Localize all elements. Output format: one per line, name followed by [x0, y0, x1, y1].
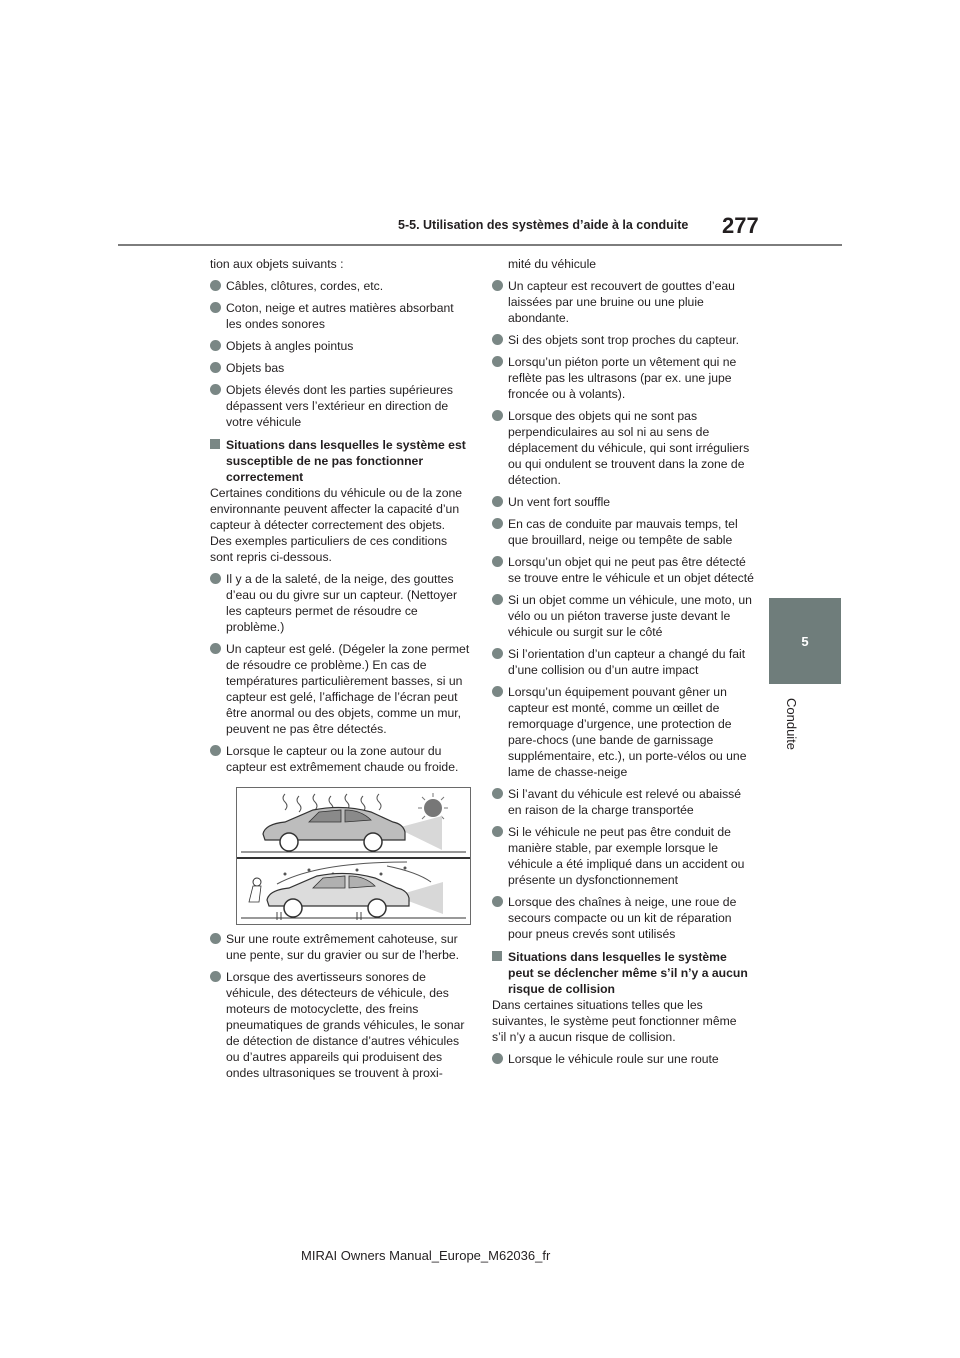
bullet-icon [210, 362, 221, 373]
bullet-icon [492, 648, 503, 659]
list-item-text: Un vent fort souffle [508, 495, 611, 509]
intro-text: tion aux objets suivants : [210, 257, 344, 271]
right-column [492, 256, 754, 1067]
list-item-text: Lorsque le capteur ou la zone autour du capteur est extrêmement chaude ou froide. [226, 744, 459, 774]
list-item-text: Objets à angles pointus [226, 339, 354, 353]
list-item-text: Lorsqu’un objet qui ne peut pas être détecté se trouve entre le véhicule et un objet détecté [508, 555, 754, 585]
chapter-number: 5 [801, 633, 809, 649]
section-title: 5-5. Utilisation des systèmes d’aide à la conduite [398, 218, 689, 232]
list-item [492, 786, 754, 818]
list-item [492, 1051, 754, 1067]
list-item-text: En cas de conduite par mauvais temps, tel que brouillard, neige ou tempête de sable [508, 517, 738, 547]
bullet-icon [492, 410, 503, 421]
list-item [492, 408, 754, 488]
list-item-text: Il y a de la saleté, de la neige, des gouttes d’eau ou du givre sur un capteur. (Nettoyer les capteurs permet de résoudre ce problème.) [226, 572, 458, 634]
bullet-icon [492, 594, 503, 605]
section-text: Dans certaines situations telles que les suivantes, le système peut fonctionner même s’il n’y a aucun risque de collision. [492, 998, 737, 1044]
list-item [492, 894, 754, 942]
bullet-icon [492, 518, 503, 529]
list-item [210, 382, 470, 430]
list-item-text: Coton, neige et autres matières absorbant les ondes sonores [226, 301, 454, 331]
bullet-icon [210, 745, 221, 756]
list-item [492, 824, 754, 888]
list-item-text: Lorsque le véhicule roule sur une route [508, 1052, 719, 1066]
chapter-label-text: Conduite [784, 698, 799, 751]
section-heading-text: Situations dans lesquelles le système est susceptible de ne pas fonctionner correctement [226, 438, 466, 484]
bullet-icon [492, 1053, 503, 1064]
list-item-text: Un capteur est gelé. (Dégeler la zone permet de résoudre ce problème.) En cas de températures particulièrement basses, si un capteur est gelé, l’affichage de l’écran peut être anormal ou des objets, comme un mur, peuvent ne pas être détectés. [226, 642, 470, 736]
list-item [492, 684, 754, 780]
list-item [210, 360, 470, 376]
list-item-text: Lorsque des objets qui ne sont pas perpendiculaires au sol ni au sens de déplacement du véhicule, qui sont irréguliers ou qui ondulent se trouvent dans la zone de détection. [508, 409, 750, 487]
list-item [210, 969, 470, 1081]
bullet-icon [492, 356, 503, 367]
list-item [492, 554, 754, 586]
list-item-text: Si l’orientation d’un capteur a changé du fait d’une collision ou d’un autre impact [508, 647, 746, 677]
list-item-text: Lorsque des chaînes à neige, une roue de secours compacte ou un kit de réparation pour pneus crevés sont utilisés [508, 895, 737, 941]
square-bullet-icon [210, 439, 220, 449]
list-item-text: Si l’avant du véhicule est relevé ou abaissé en raison de la charge transportée [508, 787, 742, 817]
list-item [210, 338, 470, 354]
continuation-text: mité du véhicule [508, 257, 597, 271]
section-heading [492, 949, 754, 997]
list-item [492, 332, 754, 348]
list-item [492, 646, 754, 678]
bullet-icon [210, 933, 221, 944]
bullet-icon [492, 496, 503, 507]
bullet-icon [210, 643, 221, 654]
bullet-icon [492, 556, 503, 567]
list-item [492, 592, 754, 640]
chapter-label [779, 690, 809, 780]
list-item [492, 354, 754, 402]
section-heading-text: Situations dans lesquelles le système peut se déclencher même s’il n’y a aucun risque de collision [508, 950, 748, 996]
list-item [492, 278, 754, 326]
left-column [210, 256, 470, 1081]
illustration-svg [237, 788, 470, 924]
bullet-icon [210, 384, 221, 395]
bullet-icon [492, 334, 503, 345]
list-item-text: Objets élevés dont les parties supérieures dépassent vers l’extérieur en direction de votre véhicule [226, 383, 453, 429]
list-item [210, 278, 470, 294]
bullet-icon [210, 302, 221, 313]
list-item-text: Si un objet comme un véhicule, une moto, un vélo ou un piéton traverse juste devant le véhicule ou surgit sur le côté [508, 593, 752, 639]
bullet-icon [492, 280, 503, 291]
bullet-icon [210, 340, 221, 351]
list-item-text: Lorsqu’un équipement pouvant gêner un capteur est monté, comme un œillet de remorquage d’urgence, une protection de pare-chocs (une bande de garnissage supplémentaire, etc.), un porte-vélos ou une lame de chasse-neige [508, 685, 747, 779]
section-heading [210, 437, 470, 485]
list-item-text: Câbles, clôtures, cordes, etc. [226, 279, 384, 293]
bullet-icon [210, 280, 221, 291]
list-item [210, 300, 470, 332]
header-divider [118, 244, 842, 246]
list-item [492, 516, 754, 548]
list-item [210, 931, 470, 963]
bullet-icon [210, 971, 221, 982]
page-number: 277 [722, 213, 759, 238]
footer-text: MIRAI Owners Manual_Europe_M62036_fr [301, 1248, 551, 1263]
list-item [492, 494, 754, 510]
bullet-icon [492, 826, 503, 837]
section-text: Certaines conditions du véhicule ou de la zone environnante peuvent affecter la capacité d’un capteur à détecter correctement des objets. Des exemples particuliers de ces conditions sont repris ci-dessous. [210, 486, 463, 564]
list-item [210, 641, 470, 737]
list-item-text: Lorsqu’un piéton porte un vêtement qui ne reflète pas les ultrasons (par ex. une jupe froncée ou à volants). [508, 355, 737, 401]
list-item-text: Si le véhicule ne peut pas être conduit de manière stable, par exemple lorsque le véhicule a été impliqué dans un accident ou présente un dysfonctionnement [508, 825, 745, 887]
bullet-icon [492, 686, 503, 697]
bullet-icon [492, 788, 503, 799]
list-item-text: Sur une route extrêmement cahoteuse, sur une pente, sur du gravier ou sur de l’herbe. [226, 932, 460, 962]
bullet-icon [210, 573, 221, 584]
list-item [210, 743, 470, 775]
hot-cold-sensor-illustration [236, 787, 471, 925]
chapter-tab[interactable] [769, 598, 841, 684]
list-item-text: Objets bas [226, 361, 285, 375]
bullet-icon [492, 896, 503, 907]
list-item-text: Si des objets sont trop proches du capteur. [508, 333, 740, 347]
list-item-text: Lorsque des avertisseurs sonores de véhicule, des détecteurs de véhicule, des moteurs de motocyclette, des freins pneumatiques de grands véhicules, le sonar de détection de distance d’autres véhicules ou d’autres appareils qui produisent des ondes ultrasoniques se trouvent à proxi- [226, 970, 465, 1080]
list-item-text: Un capteur est recouvert de gouttes d’eau laissées par une bruine ou une pluie abondante. [508, 279, 735, 325]
square-bullet-icon [492, 951, 502, 961]
list-item [210, 571, 470, 635]
